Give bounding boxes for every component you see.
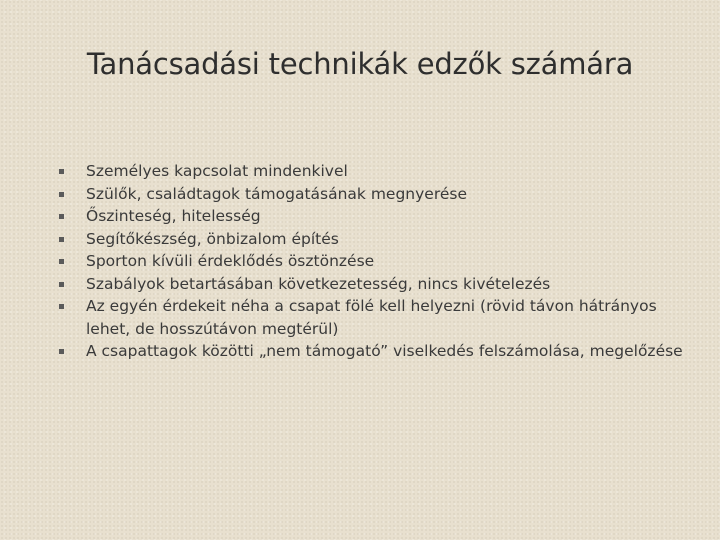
square-bullet-icon bbox=[59, 214, 64, 219]
bullet-item bbox=[55, 340, 695, 363]
bullet-text: Szabályok betartásában következetesség, nincs kivételezés bbox=[86, 274, 551, 293]
bullet-text: Személyes kapcsolat mindenkivel bbox=[86, 162, 348, 180]
bullet-item bbox=[55, 160, 695, 183]
slide-title: Tanácsadási technikák edzők számára bbox=[86, 47, 634, 81]
square-bullet-icon bbox=[59, 169, 64, 174]
bullet-list bbox=[55, 160, 695, 363]
bullet-text: Őszinteség, hitelesség bbox=[86, 207, 261, 225]
bullet-text: A csapattagok közötti „nem támogató” viselkedés felszámolása, megelőzése bbox=[86, 342, 683, 360]
bullet-item bbox=[55, 295, 695, 340]
square-bullet-icon bbox=[59, 237, 64, 242]
square-bullet-icon bbox=[59, 192, 64, 197]
square-bullet-icon bbox=[59, 349, 64, 354]
square-bullet-icon bbox=[59, 259, 64, 264]
square-bullet-icon bbox=[59, 304, 64, 309]
bullet-text: Segítőkészség, önbizalom építés bbox=[86, 229, 339, 248]
bullet-item bbox=[55, 273, 695, 296]
bullet-text: Szülők, családtagok támogatásának megnyerése bbox=[86, 184, 468, 203]
bullet-item bbox=[55, 228, 695, 251]
bullet-item bbox=[55, 250, 695, 273]
square-bullet-icon bbox=[59, 282, 64, 287]
bullet-text: Sporton kívüli érdeklődés ösztönzése bbox=[86, 252, 375, 270]
bullet-item bbox=[55, 183, 695, 206]
bullet-item bbox=[55, 205, 695, 228]
bullet-text: Az egyén érdekeit néha a csapat fölé kell helyezni (rövid távon hátrányos lehet, de hosszútávon megtérül) bbox=[86, 297, 657, 338]
